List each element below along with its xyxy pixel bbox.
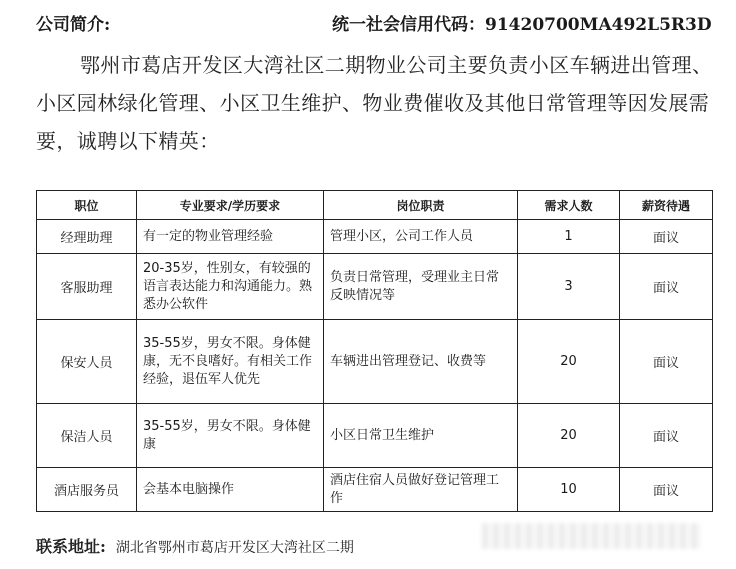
jobs-table <box>36 190 713 512</box>
watermark <box>482 523 702 549</box>
headcount-cell: 20 <box>518 320 620 404</box>
headcount-cell: 20 <box>518 404 620 468</box>
header-headcount: 需求人数 <box>518 191 620 220</box>
credit-code: 统一社会信用代码：91420700MA492L5R3D <box>332 15 712 35</box>
salary-cell: 面议 <box>620 220 713 254</box>
headcount-cell: 10 <box>518 468 620 512</box>
requirements-cell: 有一定的物业管理经验 <box>137 220 324 254</box>
header-salary: 薪资待遇 <box>620 191 713 220</box>
table-row <box>37 220 713 254</box>
table-row <box>37 320 713 404</box>
duties-cell: 酒店住宿人员做好登记管理工作 <box>324 468 518 512</box>
position-cell: 酒店服务员 <box>37 468 137 512</box>
table-row <box>37 254 713 320</box>
salary-cell: 面议 <box>620 320 713 404</box>
position-cell: 客服助理 <box>37 254 137 320</box>
duties-cell: 车辆进出管理登记、收费等 <box>324 320 518 404</box>
header-duties: 岗位职责 <box>324 191 518 220</box>
address-label: 联系地址: <box>36 537 106 556</box>
table-row <box>37 404 713 468</box>
position-cell: 经理助理 <box>37 220 137 254</box>
header-position: 职位 <box>37 191 137 220</box>
address-value: 湖北省鄂州市葛店开发区大湾社区二期 <box>115 540 354 556</box>
header-requirements: 专业要求/学历要求 <box>137 191 324 220</box>
position-cell: 保洁人员 <box>37 404 137 468</box>
duties-cell: 管理小区，公司工作人员 <box>324 220 518 254</box>
contact-address <box>36 534 354 557</box>
table-header-row <box>37 191 713 220</box>
duties-cell: 负责日常管理，受理业主日常反映情况等 <box>324 254 518 320</box>
header <box>36 8 716 34</box>
headcount-cell: 1 <box>518 220 620 254</box>
salary-cell: 面议 <box>620 254 713 320</box>
requirements-cell: 20-35岁，性别女，有较强的语言表达能力和沟通能力。熟悉办公软件 <box>137 254 324 320</box>
salary-cell: 面议 <box>620 404 713 468</box>
headcount-cell: 3 <box>518 254 620 320</box>
requirements-cell: 35-55岁，男女不限。身体健康 <box>137 404 324 468</box>
salary-cell: 面议 <box>620 468 713 512</box>
requirements-cell: 会基本电脑操作 <box>137 468 324 512</box>
intro-paragraph: 鄂州市葛店开发区大湾社区二期物业公司主要负责小区车辆进出管理、小区园林绿化管理、小区卫生维护、物业费催收及其他日常管理等因发展需要，诚聘以下精英： <box>36 53 713 153</box>
table-row <box>37 468 713 512</box>
position-cell: 保安人员 <box>37 320 137 404</box>
duties-cell: 小区日常卫生维护 <box>324 404 518 468</box>
company-intro-label: 公司简介: <box>36 15 111 35</box>
requirements-cell: 35-55岁，男女不限。身体健康，无不良嗜好。有相关工作经验，退伍军人优先 <box>137 320 324 404</box>
